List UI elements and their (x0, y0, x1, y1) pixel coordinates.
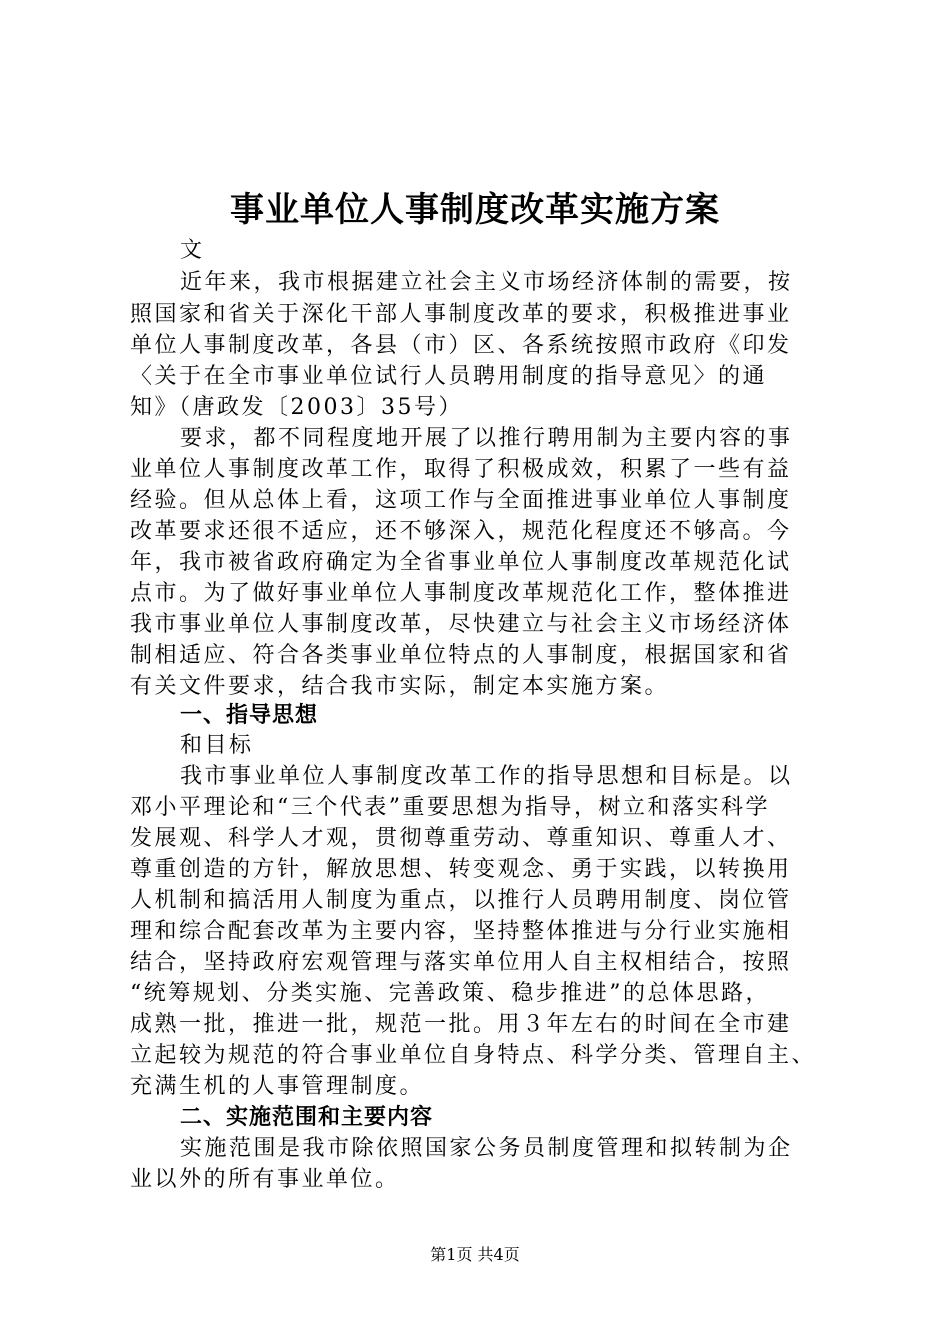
paragraph-line: 成熟一批，推进一批，规范一批。用３年左右的时间在全市建 (130, 1012, 792, 1037)
paragraph-line: 知》（唐政发〔2003〕35号） (130, 395, 463, 420)
paragraph-line: 立起较为规范的符合事业单位自身特点、科学分类、管理自主、 (130, 1043, 817, 1068)
paragraph-line: 经验。但从总体上看，这项工作与全面推进事业单位人事制度 (130, 488, 792, 513)
section-heading: 一、指导思想 (180, 703, 319, 728)
paragraph-line: 〈关于在全市事业单位试行人员聘用制度的指导意见〉的通 (130, 364, 768, 389)
author-label: 文 (180, 238, 205, 263)
page-footer: 第1页 共4页 (430, 1245, 520, 1264)
paragraph-line: 业以外的所有事业单位。 (130, 1167, 400, 1192)
paragraph-line: 理和综合配套改革为主要内容，坚持整体推进与分行业实施相 (130, 919, 792, 944)
section-heading: 二、实施范围和主要内容 (180, 1105, 434, 1130)
paragraph-line: 改革要求还很不适应，还不够深入，规范化程度还不够高。今 (130, 519, 792, 544)
paragraph-line: 单位人事制度改革，各县（市）区、各系统按照市政府《印发 (130, 333, 792, 358)
paragraph-line: 实施范围是我市除依照国家公务员制度管理和拟转制为企 (180, 1136, 793, 1161)
paragraph-line: 人机制和搞活用人制度为重点，以推行人员聘用制度、岗位管 (130, 888, 792, 913)
paragraph-line: 尊重创造的方针，解放思想、转变观念、勇于实践，以转换用 (130, 857, 792, 882)
paragraph-line: “统筹规划、分类实施、完善政策、稳步推进”的总体思路， (130, 981, 770, 1006)
paragraph-line: 邓小平理论和“三个代表”重要思想为指导，树立和落实科学 (130, 795, 770, 820)
paragraph-line: 发展观、科学人才观，贯彻尊重劳动、尊重知识、尊重人才、 (130, 826, 792, 851)
paragraph-line: 我市事业单位人事制度改革，尽快建立与社会主义市场经济体 (130, 612, 792, 637)
paragraph-line: 要求，都不同程度地开展了以推行聘用制为主要内容的事 (180, 426, 793, 451)
paragraph-line: 照国家和省关于深化干部人事制度改革的要求，积极推进事业 (130, 302, 792, 327)
paragraph-line: 结合，坚持政府宏观管理与落实单位用人自主权相结合，按照 (130, 950, 792, 975)
paragraph-line: 充满生机的人事管理制度。 (130, 1074, 425, 1099)
paragraph-line: 有关文件要求，结合我市实际，制定本实施方案。 (130, 674, 670, 699)
paragraph-line: 近年来，我市根据建立社会主义市场经济体制的需要，按 (180, 270, 793, 295)
paragraph-line: 我市事业单位人事制度改革工作的指导思想和目标是。以 (180, 764, 793, 789)
paragraph-line: 点市。为了做好事业单位人事制度改革规范化工作，整体推进 (130, 581, 792, 606)
document-title: 事业单位人事制度改革实施方案 (230, 190, 720, 230)
paragraph-line: 业单位人事制度改革工作，取得了积极成效，积累了一些有益 (130, 457, 792, 482)
paragraph-line: 制相适应、符合各类事业单位特点的人事制度，根据国家和省 (130, 643, 792, 668)
section-heading-continuation: 和目标 (180, 733, 254, 758)
paragraph-line: 年，我市被省政府确定为全省事业单位人事制度改革规范化试 (130, 550, 792, 575)
